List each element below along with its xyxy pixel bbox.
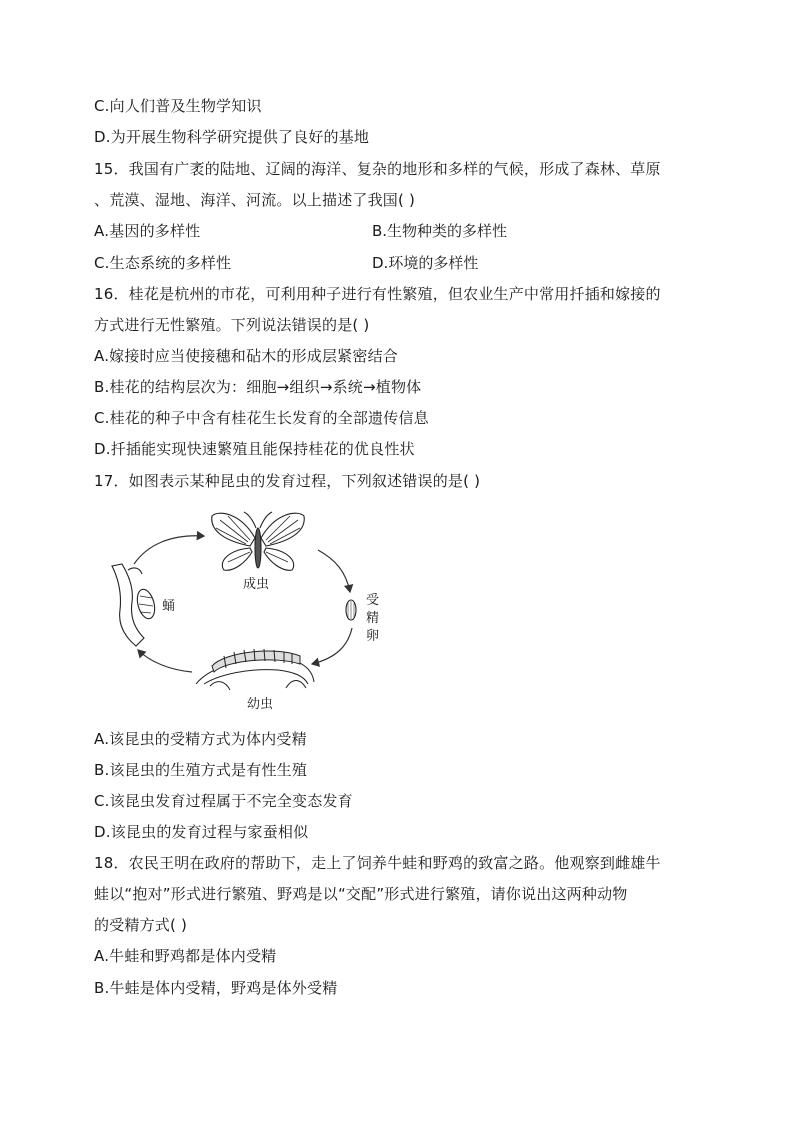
q18-option-a: A.牛蛙和野鸡都是体内受精	[94, 947, 277, 965]
q15-option-a: A.基因的多样性	[94, 222, 201, 240]
pupa-icon	[112, 564, 158, 646]
q18-stem-line3: 的受精方式( )	[94, 916, 188, 934]
arrow-adult-to-egg	[318, 550, 350, 592]
q17-option-b: B.该昆虫的生殖方式是有性生殖	[94, 761, 308, 779]
label-larva: 幼虫	[247, 697, 274, 712]
q16-option-a: A.嫁接时应当使接穗和砧木的形成层紧密结合	[94, 347, 398, 365]
q15-stem-line2: 、荒漠、湿地、海洋、河流。以上描述了我国( )	[94, 191, 416, 209]
q18-option-b: B.牛蛙是体内受精，野鸡是体外受精	[94, 979, 338, 997]
q17-option-d: D.该昆虫的发育过程与家蚕相似	[94, 823, 309, 841]
q16-option-b: B.桂花的结构层次为：细胞→组织→系统→植物体	[94, 378, 422, 396]
label-pupa: 蛹	[162, 599, 176, 614]
egg-icon	[346, 600, 356, 620]
q15-stem-line1: 15．我国有广袤的陆地、辽阔的海洋、复杂的地形和多样的气候，形成了森林、草原	[94, 160, 661, 178]
insect-lifecycle-figure	[100, 506, 400, 716]
label-adult: 成虫	[243, 577, 270, 592]
q15-option-d: D.环境的多样性	[372, 254, 479, 272]
q15-option-c: C.生态系统的多样性	[94, 254, 232, 272]
arrow-pupa-to-adult	[134, 536, 204, 564]
label-egg-3: 卵	[366, 629, 380, 644]
q16-option-d: D.扦插能实现快速繁殖且能保持桂花的优良性状	[94, 440, 415, 458]
q16-stem-line1: 16．桂花是杭州的市花，可利用种子进行有性繁殖，但农业生产中常用扦插和嫁接的	[94, 285, 661, 303]
q15-option-b: B.生物种类的多样性	[372, 222, 508, 240]
arrow-egg-to-larva	[312, 628, 352, 664]
label-egg-1: 受	[366, 593, 380, 608]
q17-stem: 17．如图表示某种昆虫的发育过程，下列叙述错误的是( )	[94, 472, 481, 490]
q16-stem-line2: 方式进行无性繁殖。下列说法错误的是( )	[94, 316, 370, 334]
q18-stem-line2: 蛙以“抱对”形式进行繁殖、野鸡是以“交配”形式进行繁殖，请你说出这两种动物	[94, 885, 628, 903]
q16-option-c: C.桂花的种子中含有桂花生长发育的全部遗传信息	[94, 409, 429, 427]
q18-stem-line1: 18．农民王明在政府的帮助下，走上了饲养牛蛙和野鸡的致富之路。他观察到雌雄牛	[94, 854, 661, 872]
q14-option-d: D.为开展生物科学研究提供了良好的基地	[94, 128, 370, 146]
q17-option-a: A.该昆虫的受精方式为体内受精	[94, 730, 307, 748]
arrow-larva-to-pupa	[138, 650, 192, 672]
butterfly-icon	[212, 512, 304, 570]
larva-icon	[196, 649, 314, 690]
lifecycle-diagram	[100, 506, 400, 716]
q14-option-c: C.向人们普及生物学知识	[94, 97, 262, 115]
label-egg-2: 精	[366, 611, 380, 626]
q17-option-c: C.该昆虫发育过程属于不完全变态发育	[94, 792, 353, 810]
